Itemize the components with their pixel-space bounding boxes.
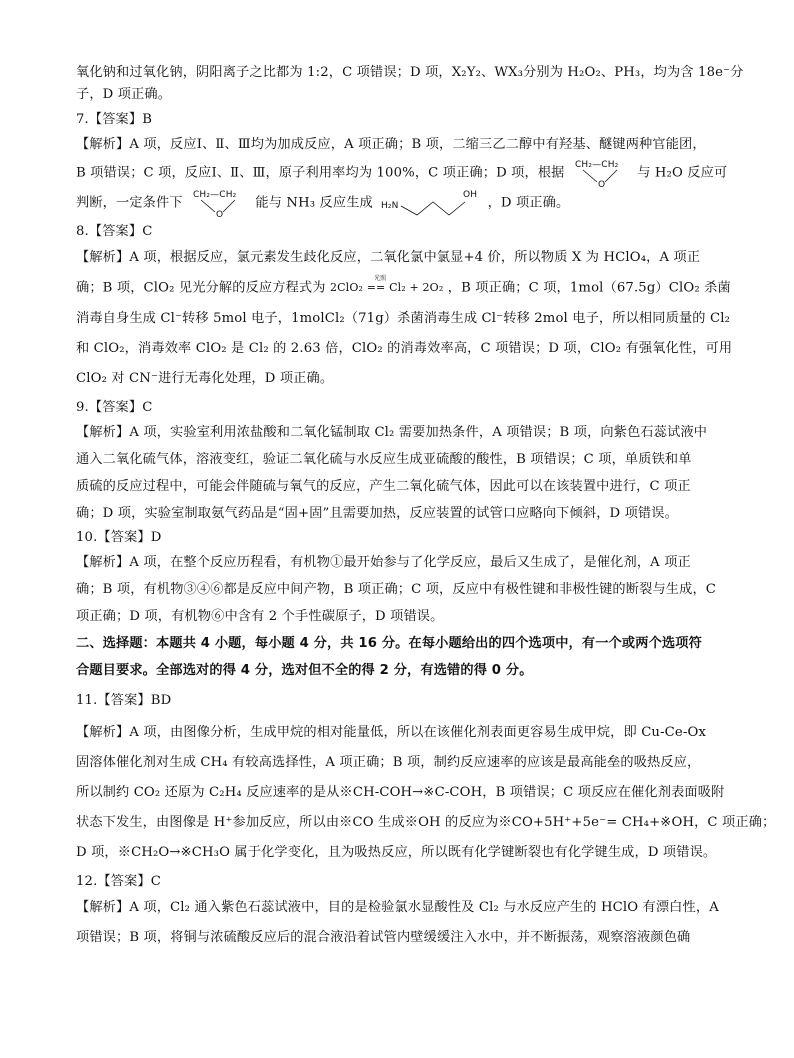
q8-analysis-line3: 消毒自身生成 Cl⁻转移 5mol 电子，1molCl₂（71g）杀菌消毒生成 Cl⁻转移 2mol 电子，所以相同质量的 Cl₂	[76, 310, 731, 326]
q7-answer: 7.【答案】B	[76, 112, 153, 127]
epoxide-structure	[573, 158, 629, 188]
q11-analysis-line2: 固溶体催化剂对生成 CH₄ 有较高选择性，A 项正确；B 项，制约反应速率的应该是最高能垒的吸热反应，	[76, 754, 701, 770]
q9-analysis-line4: 确；D 项，实验室制取氨气药品是“固+固”且需要加热，反应装置的试管口应略向下倾斜，D 项错误。	[76, 505, 678, 521]
q11-analysis: 【解析】A 项，由图像分析，生成甲烷的相对能量低，所以在该催化剂表面更容易生成甲烷，即 Cu-Ce-Ox	[76, 724, 707, 740]
epoxide-label: CH₂—CH₂	[574, 160, 619, 170]
q8-analysis-line5: ClO₂ 对 CN⁻进行无毒化处理，D 项正确。	[76, 370, 334, 386]
q7-analysis-line3	[76, 188, 722, 218]
q10-answer: 10.【答案】D	[76, 529, 162, 545]
hydroxyl-label: OH	[463, 190, 478, 200]
epoxide-oxygen: O	[216, 210, 224, 218]
q10-analysis-line2: 确；B 项，有机物③④⑥都是反应中间产物，B 项正确；C 项，反应中有极性键和非极性键的断裂与生成，C	[76, 581, 717, 597]
amine-label: H₂N	[381, 201, 399, 211]
q7-analysis-line2	[76, 158, 728, 188]
q11-analysis-line3: 所以制约 CO₂ 还原为 C₂H₄ 反应速率的是从※CH-COH→※C-COH，B 项错误；C 项反应在催化剂表面吸附	[76, 784, 725, 800]
epoxide-label: CH₂—CH₂	[193, 190, 237, 200]
q10-analysis: 【解析】A 项，在整个反应历程看，有机物①最开始参与了化学反应，最后又生成了，是催化剂，A 项正	[76, 554, 691, 570]
q11-analysis-line4: 状态下发生，由图像是 H⁺参加反应，所以由※CO 生成※OH 的反应为※CO+5H⁺+5e⁻= CH₄+※OH，C 项正确；	[76, 814, 776, 830]
q9-analysis-line3: 质硫的反应过程中，可能会伴随硫与氧气的反应，产生二氧化硫气体，因此可以在该装置中进行，C 项正	[76, 478, 691, 494]
q10-analysis-line3: 项正确；D 项，有机物⑥中含有 2 个手性碳原子，D 项错误。	[76, 608, 444, 624]
text-segment: ，D 项正确。	[487, 195, 570, 211]
text-segment: 确；B 项，ClO₂ 见光分解的反应方程式为	[76, 280, 326, 296]
text-segment: 与 H₂O 反应可	[637, 165, 728, 181]
equation-text: 2ClO₂ == Cl₂ + 2O₂	[329, 281, 444, 294]
q8-analysis: 【解析】A 项，根据反应，氯元素发生歧化反应，二氧化氯中氯显+4 价，所以物质 X 为 HClO₄，A 项正	[76, 250, 701, 265]
section-2-heading: 二、选择题：本题共 4 小题，每小题 4 分，共 16 分。在每小题给出的四个选项中，有一个或两个选项符	[76, 635, 702, 651]
q12-analysis-line2: 项错误；B 项，将铜与浓硫酸反应后的混合液沿着试管内壁缓缓注入水中，并不断振荡，观察溶液颜色确	[76, 929, 691, 945]
q9-answer: 9.【答案】C	[76, 399, 153, 415]
text-line: 氧化钠和过氧化钠，阴阳离子之比都为 1:2，C 项错误；D 项，X₂Y₂、WX₃分别为 H₂O₂、PH₃，均为含 18e⁻分	[76, 65, 744, 80]
q11-answer: 11.【答案】BD	[76, 692, 172, 708]
q12-answer: 12.【答案】C	[76, 873, 162, 889]
text-segment: ，B 项正确；C 项，1mol（67.5g）ClO₂ 杀菌	[447, 280, 731, 296]
epoxide-structure	[191, 188, 247, 218]
q8-analysis-line2	[76, 273, 731, 304]
text-segment: 判断，一定条件下	[76, 195, 183, 211]
text-line: 子，D 项正确。	[76, 87, 172, 102]
q11-analysis-line5: D 项，※CH₂O→※CH₃O 属于化学变化，且为吸热反应，所以既有化学键断裂也有化学键生成，D 项错误。	[76, 844, 717, 860]
equation-condition: 光照	[373, 275, 387, 282]
q12-analysis: 【解析】A 项，Cl₂ 通入紫色石蕊试液中，目的是检验氯水显酸性及 Cl₂ 与水反应产生的 HClO 有漂白性，A	[76, 899, 719, 915]
clo2-decomposition-equation	[330, 273, 443, 303]
text-segment: B 项错误；C 项，反应Ⅰ、Ⅱ、Ⅲ，原子利用率均为 100%，C 项正确；D 项，根据	[76, 165, 565, 181]
q8-answer: 8.【答案】C	[76, 224, 153, 239]
section-2-heading-line2: 合题目要求。全部选对的得 4 分，选对但不全的得 2 分，有选错的得 0 分。	[76, 662, 533, 678]
q8-analysis-line4: 和 ClO₂，消毒效率 ClO₂ 是 Cl₂ 的 2.63 倍，ClO₂ 的消毒效率高，C 项错误；D 项，ClO₂ 有强氧化性，可用	[76, 340, 733, 356]
epoxide-oxygen: O	[597, 180, 606, 188]
text-segment: 能与 NH₃ 反应生成	[255, 195, 373, 211]
q9-analysis-line2: 通入二氧化硫气体，溶液变红，验证二氧化硫与水反应生成亚硫酸的酸性，B 项错误；C 项，单质铁和单	[76, 451, 692, 467]
q7-analysis: 【解析】A 项，反应Ⅰ、Ⅱ、Ⅲ均为加成反应，A 项正确；B 项，二缩三乙二醇中有羟基、醚键两种官能团，	[76, 137, 706, 152]
q9-analysis: 【解析】A 项，实验室利用浓盐酸和二氧化锰制取 Cl₂ 需要加热条件，A 项错误；B 项，向紫色石蕊试液中	[76, 424, 708, 440]
ethanolamine-structure	[381, 188, 479, 218]
